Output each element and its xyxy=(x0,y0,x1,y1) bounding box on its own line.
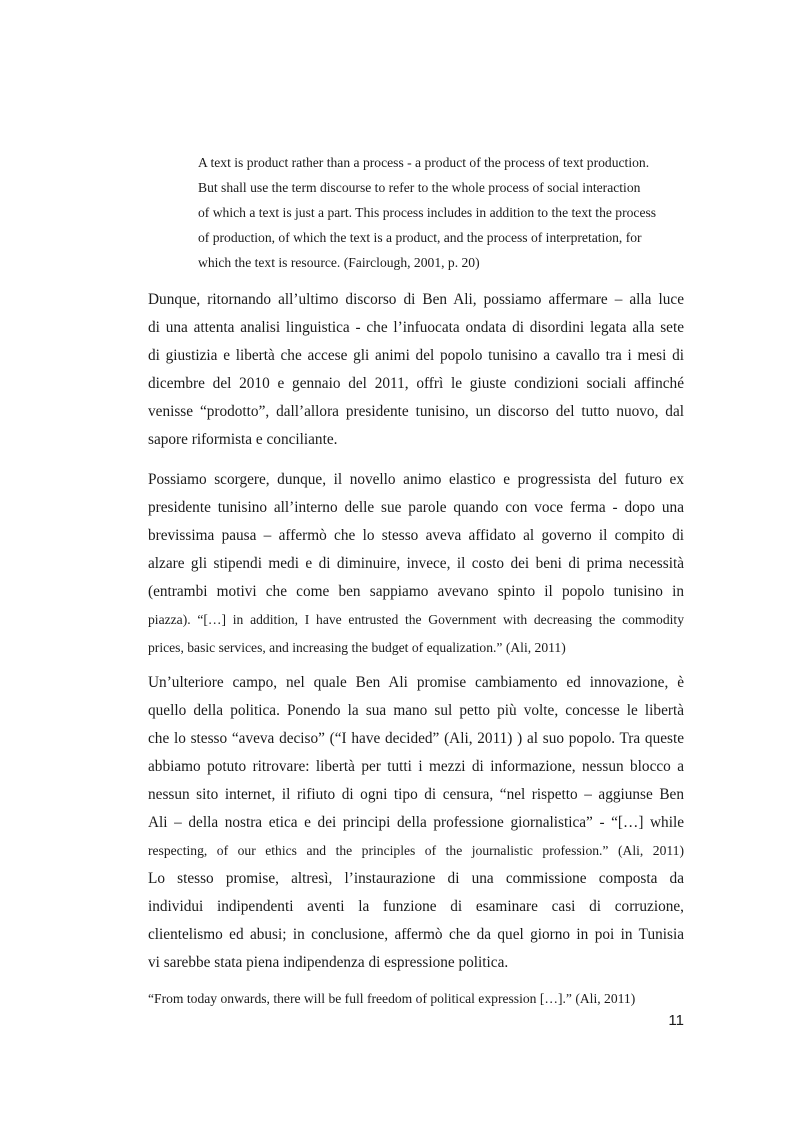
paragraph-line: presidente tunisino all’interno delle sue parole quando con voce ferma - dopo una xyxy=(148,499,684,516)
quote-line: of which a text is just a part. This process includes in addition to the text the process xyxy=(198,205,657,220)
paragraph-line: Possiamo scorgere, dunque, il novello animo elastico e progressista del futuro ex xyxy=(148,471,684,488)
paragraph-line: Dunque, ritornando all’ultimo discorso di Ben Ali, possiamo affermare – alla luce xyxy=(148,291,684,308)
paragraph-line: individui indipendenti aventi la funzione di esaminare casi di corruzione, xyxy=(148,898,684,915)
paragraph-line: che lo stesso “aveva deciso” (“I have decided” (Ali, 2011) ) al suo popolo. Tra queste xyxy=(148,730,684,747)
paragraph-line: nessun sito internet, il rifiuto di ogni tipo di censura, “nel rispetto – aggiunse Ben xyxy=(148,786,684,803)
page-number: 11 xyxy=(668,1012,684,1029)
paragraph-line: clientelismo ed abusi; in conclusione, affermò che da quel giorno in poi in Tunisia xyxy=(148,926,684,943)
paragraph-riforme-economiche xyxy=(148,466,684,662)
closing-quote: “From today onwards, there will be full freedom of political expression […].” (Ali, 2011) xyxy=(148,991,636,1006)
paragraph-line: Un’ulteriore campo, nel quale Ben Ali promise cambiamento ed innovazione, è xyxy=(148,674,684,691)
paragraph-line: brevissima pausa – affermò che lo stesso aveva affidato al governo il compito di xyxy=(148,527,684,544)
quote-line: A text is product rather than a process - a product of the process of text production. xyxy=(198,155,650,170)
quote-line: of production, of which the text is a product, and the process of interpretation, for xyxy=(198,230,642,245)
block-quote-fairclough xyxy=(198,150,682,275)
quote-line: But shall use the term discourse to refer to the whole process of social interaction xyxy=(198,180,641,195)
paragraph-line: sapore riformista e conciliante. xyxy=(148,431,338,448)
paragraph-discorso-ben-ali xyxy=(148,286,684,454)
paragraph-line: Lo stesso promise, altresì, l’instaurazione di una commissione composta da xyxy=(148,870,684,887)
paragraph-line: dicembre del 2010 e gennaio del 2011, offrì le giuste condizioni sociali affinché xyxy=(148,375,684,392)
paragraph-line: respecting, of our ethics and the principles of the journalistic profession.” (Ali, 2011) xyxy=(148,843,684,858)
paragraph-line: piazza). “[…] in addition, I have entrusted the Government with decreasing the commodity xyxy=(148,612,684,627)
paragraph-line: (entrambi motivi che come ben sappiamo avevano spinto il popolo tunisino in xyxy=(148,583,684,600)
paragraph-line: di giustizia e libertà che accese gli animi del popolo tunisino a cavallo tra i mesi di xyxy=(148,347,684,364)
paragraph-line: quello della politica. Ponendo la sua mano sul petto più volte, concesse le libertà xyxy=(148,702,684,719)
paragraph-line: venisse “prodotto”, dall’allora presidente tunisino, un discorso del tutto nuovo, dal xyxy=(148,403,684,420)
paragraph-line: prices, basic services, and increasing the budget of equalization.” (Ali, 2011) xyxy=(148,640,566,655)
paragraph-line: alzare gli stipendi medi e di diminuire, invece, il costo dei beni di prima necessità xyxy=(148,555,684,572)
paragraph-line: di una attenta analisi linguistica - che l’infuocata ondata di disordini legata alla sete xyxy=(148,319,684,336)
paragraph-line: abbiamo potuto ritrovare: libertà per tutti i mezzi di informazione, nessun blocco a xyxy=(148,758,684,775)
quote-line: which the text is resource. (Fairclough, 2001, p. 20) xyxy=(198,255,480,270)
paragraph-riforme-politiche xyxy=(148,669,684,977)
paragraph-line: Ali – della nostra etica e dei principi della professione giornalistica” - “[…] while xyxy=(148,814,684,831)
paragraph-line: vi sarebbe stata piena indipendenza di espressione politica. xyxy=(148,954,509,971)
